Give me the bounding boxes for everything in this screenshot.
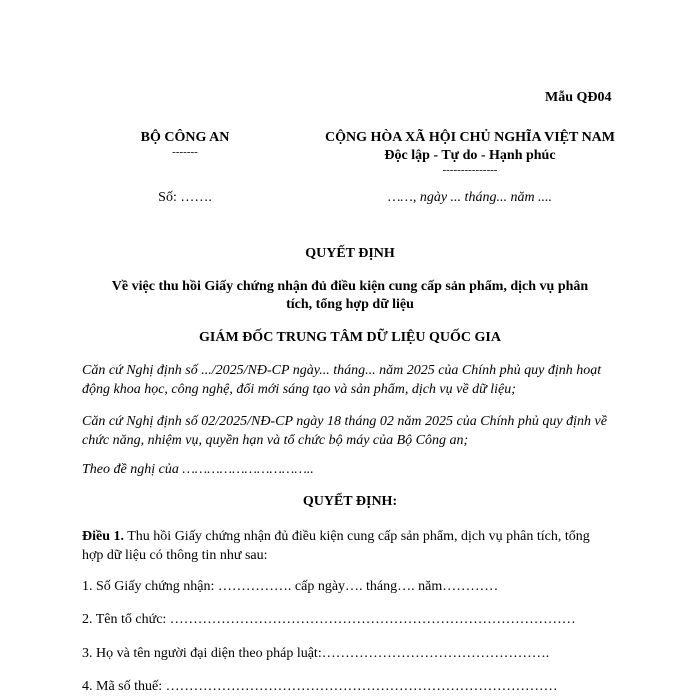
info-item-tax-code: 4. Mã số thuế: ………………………………………………………………………… — [82, 679, 558, 694]
decision-heading: QUYẾT ĐỊNH: — [302, 494, 398, 509]
info-item-legal-representative: 3. Họ và tên người đại diện theo pháp luật:…………………………………………. — [82, 646, 550, 661]
proposal-line: Theo đề nghị của ………………………….. — [82, 462, 314, 477]
republic-name: CỘNG HÒA XÃ HỘI CHỦ NGHĨA VIỆT NAM — [324, 130, 615, 145]
agency-underline: ------- — [172, 146, 198, 158]
form-code: Mẫu QĐ04 — [545, 90, 612, 105]
authority-title: GIÁM ĐỐC TRUNG TÂM DỮ LIỆU QUỐC GIA — [199, 330, 501, 345]
agency-name: BỘ CÔNG AN — [140, 130, 230, 145]
legal-basis-1: Căn cứ Nghị định số .../2025/NĐ-CP ngày... tháng... năm 2025 của Chính phủ quy định hoạt động khoa học, công nghệ, đổi mới sáng tạo và sản phẩm, dịch vụ về dữ liệu; — [82, 363, 602, 397]
subject-line-1: Về việc thu hồi Giấy chứng nhận đủ điều kiện cung cấp sản phẩm, dịch vụ phân — [111, 279, 589, 294]
document-number: Số: ……. — [158, 190, 212, 205]
legal-basis-2: Căn cứ Nghị định số 02/2025/NĐ-CP ngày 18 tháng 02 năm 2025 của Chính phủ quy định về chức năng, nhiệm vụ, quyền hạn và tổ chức bộ máy của Bộ Công an; — [82, 414, 607, 448]
place-date: ……, ngày ... tháng... năm .... — [387, 190, 553, 205]
republic-underline: --------------- — [442, 164, 498, 176]
subject-line-2: tích, tổng hợp dữ liệu — [286, 297, 414, 312]
document-title: QUYẾT ĐỊNH — [305, 246, 395, 261]
article-1-label: Điều 1. — [82, 529, 124, 544]
article-1 — [82, 527, 612, 565]
info-item-organization-name: 2. Tên tổ chức: …………………………………………………………………………… — [82, 612, 576, 627]
info-item-certificate-number: 1. Số Giấy chứng nhận: ……………. cấp ngày…. tháng…. năm………… — [82, 579, 499, 594]
article-1-text: Thu hồi Giấy chứng nhận đủ điều kiện cung cấp sản phẩm, dịch vụ phân tích, tổng hợp dữ liệu có thông tin như sau: — [82, 529, 590, 563]
republic-motto: Độc lập - Tự do - Hạnh phúc — [384, 148, 556, 163]
